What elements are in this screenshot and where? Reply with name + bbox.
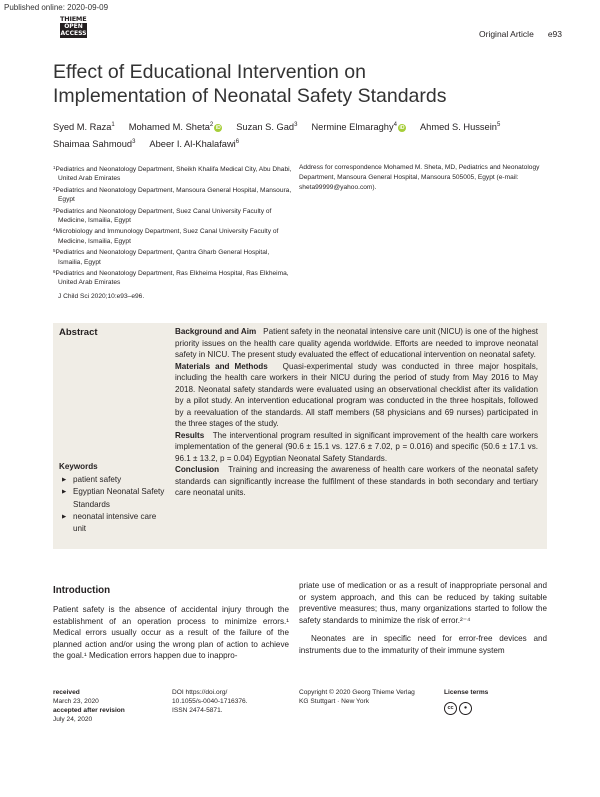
- doi-value[interactable]: 10.1055/s-0040-1716376.: [172, 698, 248, 705]
- thieme-open-access-logo: [60, 16, 87, 38]
- logo-open-text: OPEN: [64, 23, 83, 30]
- title-line-1: Effect of Educational Intervention on: [53, 61, 366, 83]
- intro-paragraph: priate use of medication or as a result of inappropriate personal and or system approach, and this can be reduced by taking suitable preventive measures; thus, many organizations started to follow the safety standards to minimize the risk of error.²⁻⁴: [299, 581, 547, 625]
- doi-block: [172, 688, 248, 715]
- author-list: [53, 118, 553, 152]
- abstract-conclusion: Conclusion Training and increasing the awareness of health care workers of the neonatal safety standards can significantly increase the fulfilment of these standards in both secondary and tertiary care neonatal units.: [175, 465, 538, 497]
- abstract-results: Results The interventional program resulted in significant improvement of the health care workers implementation of the general (90.6 ± 15.1 vs. 127.6 ± 7.02, p = 0.016) and specific (50.6 ± 17.1 vs. 96.1 ± 13.2, p = 0.04) Egyptian Neonatal Safety Standards.: [175, 430, 538, 463]
- received-label: received: [53, 689, 80, 696]
- abstract-background: Background and Aim Patient safety in the neonatal intensive care unit (NICU) is one of the highest priority issues on the health care quality agenda worldwide. Efforts are needed to improve neonatal safety in NICU. The present study evaluated the effect of educational intervention on neonatal safety.: [175, 327, 538, 359]
- keyword-item: ▶ neonatal intensive care unit: [59, 511, 171, 536]
- received-date: March 23, 2020: [53, 698, 99, 705]
- license-icons: [444, 700, 474, 718]
- orcid-icon[interactable]: iD: [215, 125, 221, 131]
- logo-open-access-badge: [60, 23, 87, 38]
- introduction-heading: Introduction: [53, 585, 111, 596]
- keywords-heading: Keywords: [59, 462, 98, 471]
- logo-thieme-text: THIEME: [60, 15, 87, 23]
- abstract-heading: Abstract: [59, 327, 98, 338]
- article-dates: [53, 688, 125, 724]
- publisher-line: KG Stuttgart · New York: [299, 698, 369, 705]
- article-title: [53, 60, 493, 108]
- author: Nermine Elmaraghy$^4$ iD: [311, 122, 405, 132]
- license-block: [444, 688, 488, 697]
- doi-link[interactable]: DOI https://doi.org/: [172, 689, 228, 696]
- affiliation-item: $^3$Pediatrics and Neonatology Department, Suez Canal University Faculty of Medicine, Ismailia, Egypt: [53, 206, 272, 225]
- author: Shaimaa Sahmoud$^3$: [53, 139, 136, 149]
- attribution-icon[interactable]: ●: [459, 702, 472, 715]
- author: Ahmed S. Hussein$^5$: [419, 122, 501, 132]
- logo-access-text: ACCESS: [60, 29, 87, 37]
- accepted-label: accepted after revision: [53, 707, 125, 714]
- page-number: e93: [547, 29, 562, 39]
- introduction-column-2: [299, 580, 547, 657]
- orcid-icon[interactable]: iD: [399, 125, 405, 131]
- abstract-methods: Materials and Methods Quasi-experimental study was conducted in three major hospitals, including the health care workers in their NICU during the period of study from May 2016 to May 2018. Neonatal safety standards were evaluated using an observational checklist after its validation by a pilot study. An intervention educational program was conducted in the three hospitals, followed by a reevaluation of the standards. All staff members (58 physicians and 69 nurses) participated in the three stages of the study.: [175, 361, 538, 428]
- license-terms-link[interactable]: License terms: [444, 689, 489, 696]
- affiliation-item: $^6$Pediatrics and Neonatology Department, Ras Elkheima Hospital, Ras Elkheima, United Arab Emirates: [53, 269, 289, 287]
- section-label: Original Article: [479, 29, 534, 39]
- affiliation-list: [53, 163, 293, 288]
- affiliation-item: $^5$Pediatrics and Neonatology Department, Qantra Gharb General Hospital, Ismailia, Egypt: [53, 248, 270, 266]
- issn: ISSN 2474-5871.: [172, 707, 223, 714]
- affiliation-item: $^2$Pediatrics and Neonatology Department, Mansoura General Hospital, Mansoura, Egypt: [53, 185, 292, 204]
- creative-commons-icon[interactable]: cc: [444, 702, 457, 715]
- copyright-line: Copyright © 2020 Georg Thieme Verlag: [299, 689, 415, 696]
- author: Syed M. Raza$^1$: [53, 122, 115, 132]
- keyword-item: ▶ patient safety: [59, 474, 171, 486]
- copyright-block: [299, 688, 415, 706]
- accepted-date: July 24, 2020: [53, 716, 93, 723]
- affiliation-item: $^4$Microbiology and Immunology Department, Suez Canal University Faculty of Medicine, Ismailia, Egypt: [53, 227, 279, 245]
- introduction-column-1: Patient safety is the absence of accidental injury through the establishment of an operation process to minimize errors.¹ Medical errors usually occur as a result of the failure of the planned action and/or using the wrong plan of action to achieve the goal.¹ Medication errors happen due to inappro-: [53, 605, 289, 661]
- affiliation-item: $^1$Pediatrics and Neonatology Department, Sheikh Khalifa Medical City, Abu Dhabi, United Arab Emirates: [53, 165, 292, 183]
- author-line-2: [53, 135, 553, 152]
- journal-citation: J Child Sci 2020;10:e93–e96.: [58, 293, 145, 300]
- title-line-2: Implementation of Neonatal Safety Standards: [53, 85, 447, 107]
- author-line-1: [53, 118, 553, 135]
- correspondence-address: Address for correspondence Mohamed M. Sheta, MD, Pediatrics and Neonatology Department, Mansoura General Hospital, Mansoura 505005, Egypt (e-mail: sheta99999@yahoo.com).: [299, 164, 540, 191]
- author: Mohamed M. Sheta$^2$ iD: [128, 122, 221, 132]
- author: Abeer I. Al-Khalafawi$^6$: [149, 139, 240, 149]
- keyword-item: ▶ Egyptian Neonatal Safety Standards: [59, 486, 171, 511]
- published-date: Published online: 2020-09-09: [4, 3, 109, 12]
- intro-paragraph: Neonates are in specific need for error-free devices and instruments due to the immaturity of their immune system: [299, 634, 547, 655]
- author: Suzan S. Gad$^3$: [236, 122, 298, 132]
- keyword-list: [59, 474, 171, 535]
- running-head: [479, 29, 562, 39]
- abstract-body: [175, 326, 538, 499]
